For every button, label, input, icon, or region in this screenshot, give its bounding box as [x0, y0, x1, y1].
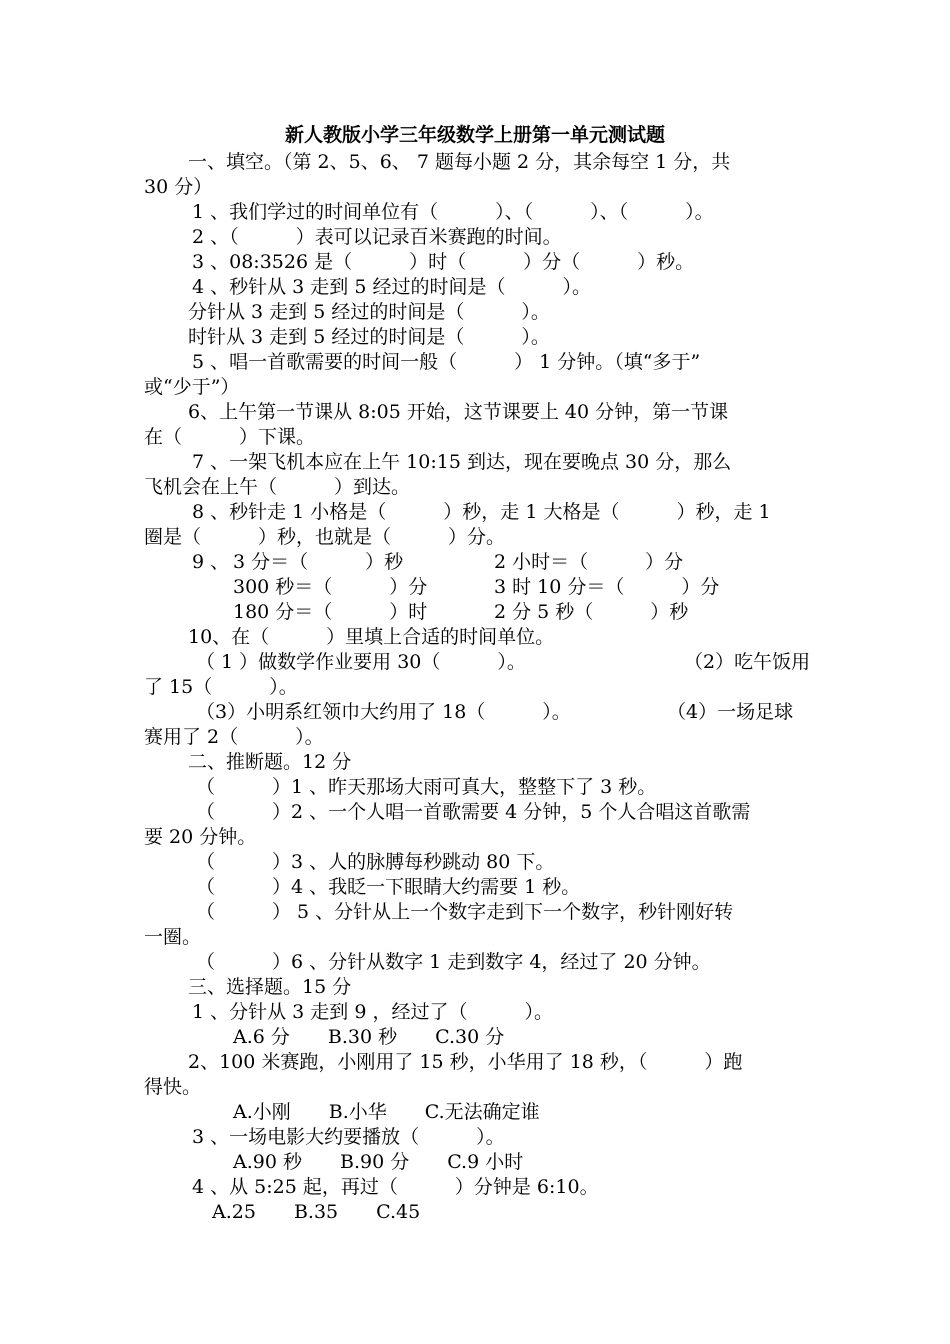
question-6: 6、上午第一节课从 8:05 开始，这节课要上 40 分钟，第一节课 [188, 401, 729, 423]
question-4c: 时针从 3 走到 5 经过的时间是（ ）。 [188, 326, 550, 348]
question-6-cont: 在（ ）下课。 [144, 426, 316, 448]
question-9-item: 180 分＝（ ）时 [233, 601, 428, 623]
question-9-item: 2 小时＝（ ）分 [494, 551, 684, 573]
question-5-cont: 或“少于”） [144, 376, 240, 398]
question-10-1: （ 1 ）做数学作业要用 30（ ）。 [196, 651, 526, 673]
choice-4: 4 、从 5:25 起，再过（ ）分钟是 6:10。 [192, 1176, 599, 1198]
choice-2-cont: 得快。 [144, 1076, 202, 1098]
question-4a: 4 、秒针从 3 走到 5 经过的时间是（ ）。 [192, 276, 591, 298]
page-title: 新人教版小学三年级数学上册第一单元测试题 [284, 124, 665, 146]
choice-2-options: A.小刚 B.小华 C.无法确定谁 [233, 1101, 540, 1123]
question-2: 2 、（ ）表可以记录百米赛跑的时间。 [192, 226, 562, 248]
question-10-3: （3）小明系红领巾大约用了 18（ ）。 [196, 701, 571, 723]
question-9-item: 300 秒＝（ ）分 [233, 576, 428, 598]
question-10-2-cont: 了 15（ ）。 [144, 676, 298, 698]
section2-heading: 二、推断题。12 分 [188, 751, 352, 773]
choice-3: 3 、一场电影大约要播放（ ）。 [192, 1126, 505, 1148]
judge-1: （ ）1 、昨天那场大雨可真大，整整下了 3 秒。 [196, 776, 657, 798]
choice-1-options: A.6 分 B.30 秒 C.30 分 [233, 1026, 505, 1048]
judge-2: （ ）2 、一个人唱一首歌需要 4 分钟，5 个人合唱这首歌需 [196, 801, 751, 823]
question-10-4: （4）一场足球 [667, 701, 794, 723]
judge-2-cont: 要 20 分钟。 [144, 826, 257, 848]
question-1: 1 、我们学过的时间单位有（ ）、（ ）、（ ）。 [192, 201, 714, 223]
question-5: 5 、唱一首歌需要的时间一般（ ） 1 分钟。（填“多于” [192, 351, 701, 373]
judge-4: （ ）4 、我眨一下眼睛大约需要 1 秒。 [196, 876, 581, 898]
question-10-4-cont: 赛用了 2（ ）。 [144, 726, 324, 748]
question-9-item: 3 时 10 分＝（ ）分 [494, 576, 720, 598]
section1-heading-cont: 30 分） [144, 176, 213, 198]
question-8-cont: 圈是（ ）秒，也就是（ ）分。 [144, 526, 506, 548]
question-3: 3 、08:3526 是（ ）时（ ）分（ ）秒。 [192, 251, 695, 273]
section1-heading: 一、填空。（第 2、5、6、 7 题每小题 2 分，其余每空 1 分，共 [188, 151, 731, 173]
judge-5-cont: 一圈。 [144, 926, 202, 948]
question-9-item: 3 分＝（ ）秒 [233, 551, 404, 573]
choice-2: 2、100 米赛跑，小刚用了 15 秒，小华用了 18 秒，（ ）跑 [188, 1051, 743, 1073]
choice-4-options: A.25 B.35 C.45 [212, 1201, 421, 1223]
question-8: 8 、秒针走 1 小格是（ ）秒，走 1 大格是（ ）秒，走 1 [192, 501, 771, 523]
question-9-label: 9 、 [192, 551, 230, 573]
choice-3-options: A.90 秒 B.90 分 C.9 小时 [233, 1151, 524, 1173]
judge-3: （ ）3 、人的脉膊每秒跳动 80 下。 [196, 851, 555, 873]
question-7-cont: 飞机会在上午（ ）到达。 [144, 476, 411, 498]
question-10: 10、在（ ）里填上合适的时间单位。 [188, 626, 555, 648]
judge-5: （ ） 5 、分针从上一个数字走到下一个数字，秒针刚好转 [196, 901, 734, 923]
question-10-2: （2）吃午饭用 [684, 651, 811, 673]
section3-heading: 三、选择题。15 分 [188, 976, 352, 998]
question-4b: 分针从 3 走到 5 经过的时间是（ ）。 [188, 301, 550, 323]
choice-1: 1 、分针从 3 走到 9 ，经过了（ ）。 [192, 1001, 553, 1023]
judge-6: （ ）6 、分针从数字 1 走到数字 4，经过了 20 分钟。 [196, 951, 711, 973]
question-7: 7 、一架飞机本应在上午 10:15 到达，现在要晚点 30 分，那么 [192, 451, 732, 473]
question-9-item: 2 分 5 秒（ ）秒 [494, 601, 689, 623]
